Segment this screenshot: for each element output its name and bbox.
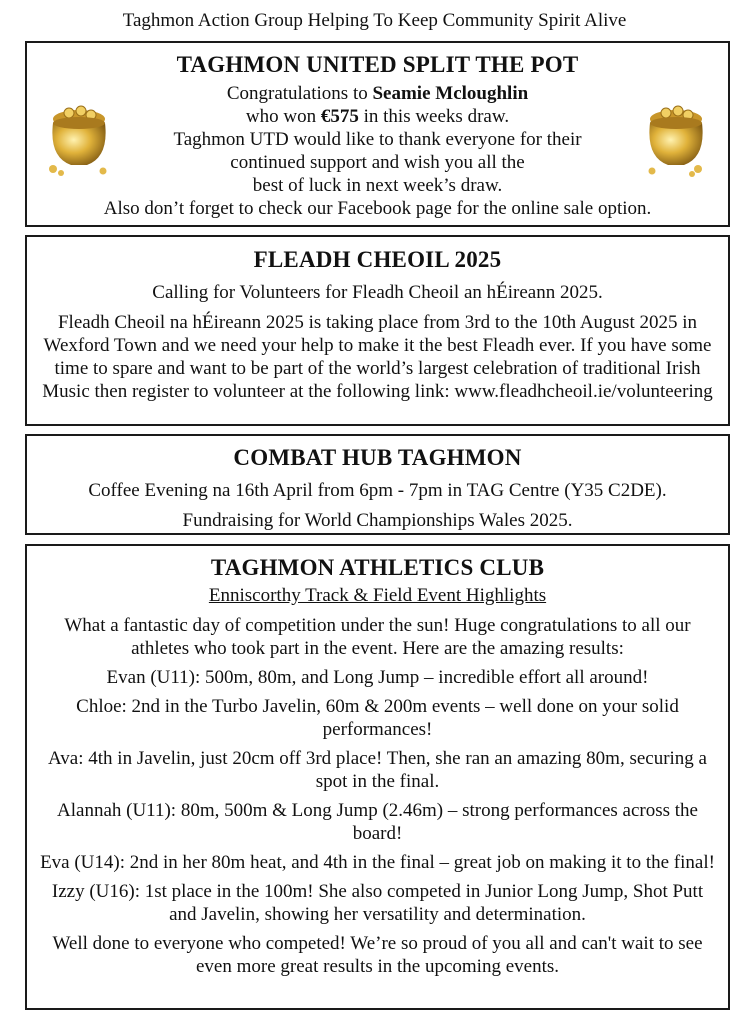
athletics-club-section	[25, 544, 730, 1010]
thanks-line-3: best of luck in next week’s draw.	[252, 175, 503, 196]
athletics-paragraph: Evan (U11): 500m, 80m, and Long Jump – incredible effort all around!	[106, 667, 649, 688]
facebook-note: Also don’t forget to check our Facebook page for the online sale option.	[103, 198, 652, 219]
athletics-paragraph: Ava: 4th in Javelin, just 20cm off 3rd place! Then, she ran an amazing 80m, securing a spot in the final.	[47, 748, 707, 792]
athletics-paragraph: Eva (U14): 2nd in her 80m heat, and 4th in the final – great job on making it to the final!	[40, 852, 715, 873]
fleadh-title: FLEADH CHEOIL 2025	[253, 247, 502, 272]
combat-title: COMBAT HUB TAGHMON	[233, 445, 522, 470]
pot-of-gold-icon	[41, 99, 117, 177]
split-pot-title: TAGHMON UNITED SPLIT THE POT	[176, 52, 579, 77]
athletics-paragraph: Alannah (U11): 80m, 500m & Long Jump (2.46m) – strong performances across the board!	[57, 800, 698, 844]
pot-of-gold-icon	[638, 99, 714, 177]
coffee-evening-text: Coffee Evening na 16th April from 6pm - 7pm in TAG Centre (Y35 C2DE).	[88, 480, 667, 501]
athletics-paragraph: Well done to everyone who competed! We’re so proud of you all and can't wait to see even more great results in the upcoming events.	[52, 933, 703, 977]
winner-name: Seamie Mcloughlin	[372, 83, 529, 104]
thanks-line-2: continued support and wish you all the	[230, 152, 525, 173]
athletics-paragraph: Chloe: 2nd in the Turbo Javelin, 60m & 200m events – well done on your solid performances!	[76, 696, 679, 740]
page-header: Taghmon Action Group Helping To Keep Community Spirit Alive	[122, 10, 627, 31]
amount-line: who won €575 in this weeks draw.	[245, 106, 510, 127]
athletics-subtitle: Enniscorthy Track & Field Event Highlights	[208, 585, 547, 606]
winner-line: Congratulations to Seamie Mcloughlin	[226, 83, 529, 104]
athletics-paragraph: What a fantastic day of competition under the sun! Huge congratulations to all our athletes who took part in the event. Here are the amazing results:	[64, 615, 691, 659]
combat-hub-section	[25, 434, 730, 535]
fleadh-cheoil-section	[25, 235, 730, 426]
fundraising-text: Fundraising for World Championships Wales 2025.	[182, 510, 573, 531]
fleadh-intro: Calling for Volunteers for Fleadh Cheoil an hÉireann 2025.	[152, 282, 603, 303]
athletics-title: TAGHMON ATHLETICS CLUB	[210, 555, 545, 580]
split-the-pot-section	[25, 41, 730, 227]
thanks-line-1: Taghmon UTD would like to thank everyone for their	[173, 129, 582, 150]
fleadh-body: Fleadh Cheoil na hÉireann 2025 is taking place from 3rd to the 10th August 2025 in Wexford Town and we need your help to make it the best Fleadh ever. If you have some time to spare and want to be part of the world’s largest celebration of traditional Irish Music then register to volunteer at the following link: www.fleadhcheoil.ie/volunteering	[42, 312, 713, 402]
athletics-paragraph: Izzy (U16): 1st place in the 100m! She also competed in Junior Long Jump, Shot Putt and Javelin, showing her versatility and determination.	[51, 881, 704, 925]
prize-amount: €575	[320, 106, 359, 127]
